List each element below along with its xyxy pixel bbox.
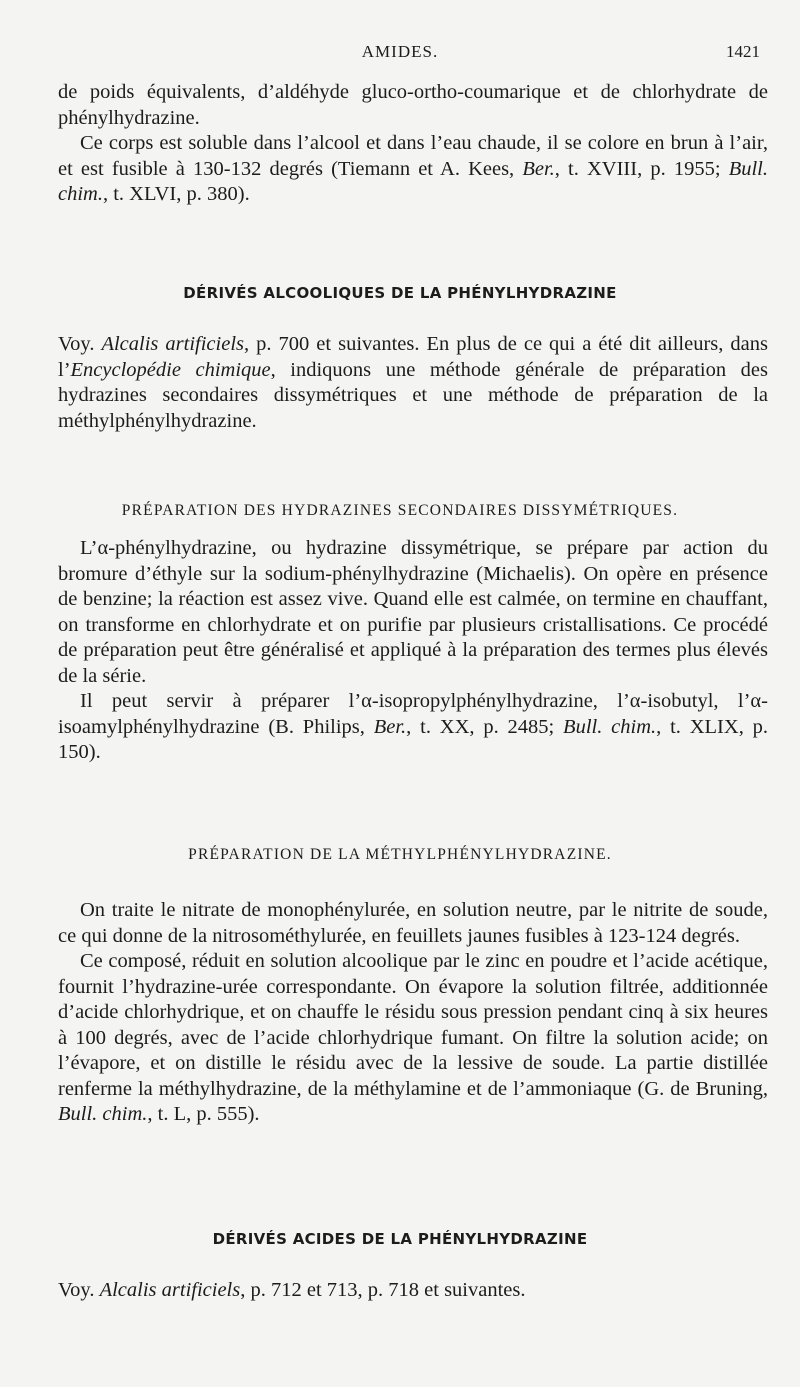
section-text — [58, 536, 768, 766]
paragraph: Ce corps est soluble dans l’alcool et dans l’eau chaude, il se colore en brun à l’air, et est fusible à 130-132 degrés (Tiemann et A. Kees, Ber., t. XVIII, p. 1955; Bull. chim., t. XLVI, p. 380). — [58, 132, 768, 205]
running-head — [40, 42, 760, 70]
section-text — [58, 332, 768, 434]
paragraph: Voy. Alcalis artificiels, p. 700 et suivantes. En plus de ce qui a été dit ailleurs, dans l’Encyclopédie chimique, indiquons une méthode générale de préparation des hydrazines secondaires dissymétriques et une méthode de préparation de la méthylphénylhydrazine. — [58, 333, 768, 432]
citation-journal: Ber. — [522, 157, 555, 180]
page-number: 1421 — [726, 42, 760, 61]
section-heading: DÉRIVÉS ACIDES DE LA PHÉNYLHYDRAZINE — [212, 1230, 588, 1248]
citation-journal: Bull. chim. — [58, 157, 768, 205]
section-subheading: PRÉPARATION DES HYDRAZINES SECONDAIRES DISSYMÉTRIQUES. — [121, 502, 679, 519]
section-subheading: PRÉPARATION DE LA MÉTHYLPHÉNYLHYDRAZINE. — [188, 846, 612, 863]
reference-title: Alcalis artificiels — [101, 333, 244, 355]
paragraph: On traite le nitrate de monophénylurée, en solution neutre, par le nitrite de soude, ce qui donne de la nitrosométhylurée, en feuillets jaunes fusibles à 123-124 degrés. — [58, 899, 768, 947]
paragraph: Voy. Alcalis artificiels, p. 712 et 713, p. 718 et suivantes. — [58, 1279, 526, 1301]
paragraph: Il peut servir à préparer l’α-isopropylphénylhydrazine, l’α-isobutyl, l’α-isoamylphénylhydrazine (B. Philips, Ber., t. XX, p. 2485; Bull. chim., t. XLIX, p. 150). — [58, 690, 769, 763]
paragraph: Ce composé, réduit en solution alcoolique par le zinc en poudre et l’acide acétique, fournit l’hydrazine-urée correspondante. On évapore la solution filtrée, additionnée d’acide chlorhydrique, et on chauffe le résidu sous pression pendant cinq à six heures à 100 degrés, avec de l’acide chlorhydrique fumant. On filtre la solution acide; on l’évapore, et on distille le résidu avec de la lessive de soude. La partie distillée renferme la méthylhydrazine, de la méthylamine et de l’ammoniaque (G. de Bruning, Bull. chim., t. L, p. 555). — [58, 950, 768, 1125]
section-heading: DÉRIVÉS ALCOOLIQUES DE LA PHÉNYLHYDRAZINE — [183, 284, 617, 302]
section-text — [58, 898, 768, 1128]
reference-title: Alcalis artificiels — [99, 1279, 241, 1301]
citation-journal: Bull. chim. — [563, 715, 657, 738]
running-head-title: AMIDES. — [361, 42, 439, 61]
reference-title: Encyclopédie chimique — [70, 358, 271, 381]
citation-journal: Ber. — [373, 715, 407, 738]
opening-text — [58, 80, 768, 208]
citation-journal: Bull. chim. — [58, 1103, 148, 1125]
paragraph: L’α-phénylhydrazine, ou hydrazine dissymétrique, se prépare par action du bromure d’éthyle sur la sodium-phénylhydrazine (Michaelis). On opère en présence de benzine; la réaction est assez vive. Quand elle est calmée, on termine en chauffant, on transforme en chlorhydrate et on purifie par plusieurs cristallisations. Ce procédé de préparation peut être généralisé et appliqué à la préparation des termes plus élevés de la série. — [58, 537, 768, 687]
paragraph: de poids équivalents, d’aldéhyde gluco-ortho-coumarique et de chlorhydrate de phénylhydrazine. — [58, 81, 768, 129]
section-text — [58, 1278, 768, 1304]
